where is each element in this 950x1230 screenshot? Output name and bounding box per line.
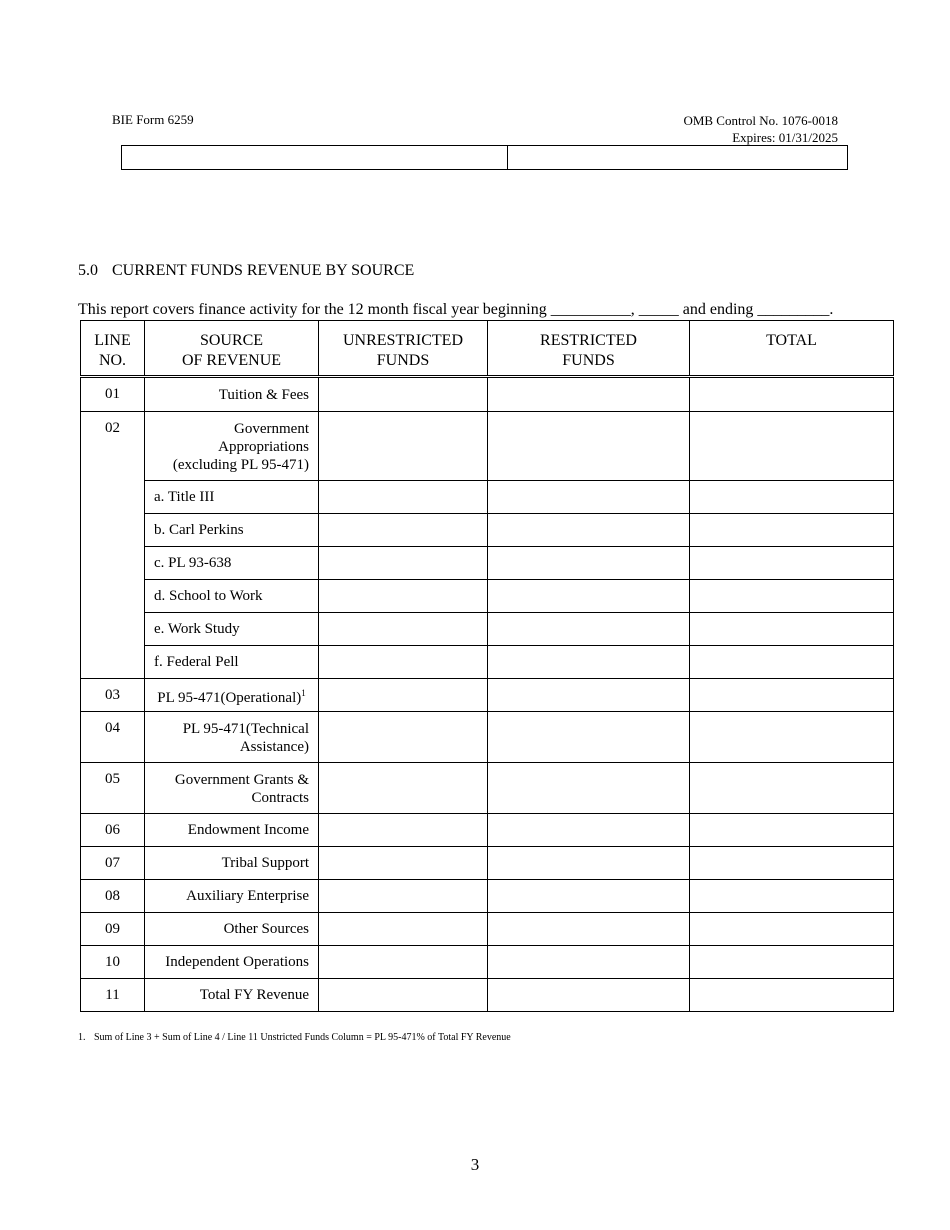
line-number: 09 bbox=[81, 913, 145, 946]
omb-control-number: OMB Control No. 1076-0018 bbox=[683, 113, 838, 128]
revenue-source: Other Sources bbox=[145, 913, 319, 946]
line-number: 04 bbox=[81, 712, 145, 763]
revenue-source: b. Carl Perkins bbox=[145, 514, 319, 547]
line-number: 06 bbox=[81, 814, 145, 847]
table-row bbox=[81, 814, 894, 847]
restricted-funds-cell[interactable] bbox=[488, 547, 690, 580]
revenue-source: Tribal Support bbox=[145, 847, 319, 880]
section-title: CURRENT FUNDS REVENUE BY SOURCE bbox=[112, 262, 415, 279]
unrestricted-funds-cell[interactable] bbox=[319, 646, 488, 679]
table-row bbox=[81, 763, 894, 814]
table-row bbox=[81, 613, 894, 646]
restricted-funds-cell[interactable] bbox=[488, 814, 690, 847]
table-row bbox=[81, 880, 894, 913]
revenue-source: PL 95-471(Technical Assistance) bbox=[145, 712, 319, 763]
unrestricted-funds-cell[interactable] bbox=[319, 412, 488, 481]
table-header-row bbox=[81, 321, 894, 377]
header-field-left[interactable] bbox=[122, 146, 508, 169]
total-cell[interactable] bbox=[690, 580, 894, 613]
revenue-source: f. Federal Pell bbox=[145, 646, 319, 679]
form-id: BIE Form 6259 bbox=[112, 112, 194, 127]
revenue-source: e. Work Study bbox=[145, 613, 319, 646]
col-header-total: TOTAL bbox=[690, 321, 894, 377]
revenue-source: Total FY Revenue bbox=[145, 979, 319, 1012]
table-row bbox=[81, 946, 894, 979]
unrestricted-funds-cell[interactable] bbox=[319, 880, 488, 913]
line-number: 10 bbox=[81, 946, 145, 979]
expiration-date: Expires: 01/31/2025 bbox=[732, 130, 838, 145]
section-number: 5.0 bbox=[78, 262, 98, 279]
total-cell[interactable] bbox=[690, 646, 894, 679]
revenue-source: c. PL 93-638 bbox=[145, 547, 319, 580]
table-row bbox=[81, 979, 894, 1012]
revenue-source: PL 95-471(Operational)$^1$ bbox=[145, 679, 319, 712]
table-row bbox=[81, 547, 894, 580]
restricted-funds-cell[interactable] bbox=[488, 377, 690, 412]
table-row bbox=[81, 847, 894, 880]
total-cell[interactable] bbox=[690, 979, 894, 1012]
restricted-funds-cell[interactable] bbox=[488, 646, 690, 679]
revenue-source: Independent Operations bbox=[145, 946, 319, 979]
revenue-source: Government Grants & Contracts bbox=[145, 763, 319, 814]
line-number: 07 bbox=[81, 847, 145, 880]
restricted-funds-cell[interactable] bbox=[488, 913, 690, 946]
restricted-funds-cell[interactable] bbox=[488, 679, 690, 712]
line-number: 05 bbox=[81, 763, 145, 814]
table-row bbox=[81, 913, 894, 946]
restricted-funds-cell[interactable] bbox=[488, 880, 690, 913]
total-cell[interactable] bbox=[690, 814, 894, 847]
restricted-funds-cell[interactable] bbox=[488, 946, 690, 979]
revenue-source: a. Title III bbox=[145, 481, 319, 514]
total-cell[interactable] bbox=[690, 880, 894, 913]
footnote-text: Sum of Line 3 + Sum of Line 4 / Line 11 Unstricted Funds Column = PL 95-471% of Total FY Revenue bbox=[94, 1032, 511, 1043]
line-number: 01 bbox=[81, 377, 145, 412]
table-row bbox=[81, 679, 894, 712]
revenue-source: Government Appropriations (excluding PL 95-471) bbox=[145, 412, 319, 481]
table-row bbox=[81, 712, 894, 763]
total-cell[interactable] bbox=[690, 377, 894, 412]
total-cell[interactable] bbox=[690, 763, 894, 814]
col-header-line-no: LINE NO. bbox=[81, 321, 145, 377]
omb-block bbox=[683, 112, 838, 146]
restricted-funds-cell[interactable] bbox=[488, 481, 690, 514]
col-header-source: SOURCE OF REVENUE bbox=[145, 321, 319, 377]
unrestricted-funds-cell[interactable] bbox=[319, 763, 488, 814]
total-cell[interactable] bbox=[690, 412, 894, 481]
unrestricted-funds-cell[interactable] bbox=[319, 712, 488, 763]
footnote-number: 1. bbox=[78, 1032, 86, 1043]
header-field-right[interactable] bbox=[508, 146, 847, 169]
line-number: 08 bbox=[81, 880, 145, 913]
total-cell[interactable] bbox=[690, 514, 894, 547]
table-row bbox=[81, 412, 894, 481]
restricted-funds-cell[interactable] bbox=[488, 712, 690, 763]
line-number: 11 bbox=[81, 979, 145, 1012]
unrestricted-funds-cell[interactable] bbox=[319, 377, 488, 412]
restricted-funds-cell[interactable] bbox=[488, 514, 690, 547]
revenue-source: Tuition & Fees bbox=[145, 377, 319, 412]
table-row bbox=[81, 580, 894, 613]
unrestricted-funds-cell[interactable] bbox=[319, 946, 488, 979]
section-heading bbox=[78, 262, 414, 280]
table-row bbox=[81, 377, 894, 412]
total-cell[interactable] bbox=[690, 712, 894, 763]
table-row bbox=[81, 646, 894, 679]
footnote bbox=[78, 1032, 511, 1043]
total-cell[interactable] bbox=[690, 913, 894, 946]
col-header-unrestricted: UNRESTRICTED FUNDS bbox=[319, 321, 488, 377]
revenue-source: Endowment Income bbox=[145, 814, 319, 847]
unrestricted-funds-cell[interactable] bbox=[319, 547, 488, 580]
unrestricted-funds-cell[interactable] bbox=[319, 814, 488, 847]
col-header-restricted: RESTRICTED FUNDS bbox=[488, 321, 690, 377]
restricted-funds-cell[interactable] bbox=[488, 613, 690, 646]
unrestricted-funds-cell[interactable] bbox=[319, 679, 488, 712]
restricted-funds-cell[interactable] bbox=[488, 412, 690, 481]
unrestricted-funds-cell[interactable] bbox=[319, 514, 488, 547]
total-cell[interactable] bbox=[690, 547, 894, 580]
revenue-source: Auxiliary Enterprise bbox=[145, 880, 319, 913]
table-row bbox=[81, 514, 894, 547]
revenue-source: d. School to Work bbox=[145, 580, 319, 613]
unrestricted-funds-cell[interactable] bbox=[319, 979, 488, 1012]
total-cell[interactable] bbox=[690, 481, 894, 514]
unrestricted-funds-cell[interactable] bbox=[319, 580, 488, 613]
page-number: 3 bbox=[470, 1155, 480, 1174]
unrestricted-funds-cell[interactable] bbox=[319, 847, 488, 880]
unrestricted-funds-cell[interactable] bbox=[319, 613, 488, 646]
header-input-box bbox=[121, 145, 848, 170]
table-row bbox=[81, 481, 894, 514]
unrestricted-funds-cell[interactable] bbox=[319, 913, 488, 946]
footnote-ref: 1 bbox=[301, 687, 306, 698]
total-cell[interactable] bbox=[690, 613, 894, 646]
restricted-funds-cell[interactable] bbox=[488, 763, 690, 814]
unrestricted-funds-cell[interactable] bbox=[319, 481, 488, 514]
revenue-table bbox=[80, 320, 894, 1012]
total-cell[interactable] bbox=[690, 847, 894, 880]
restricted-funds-cell[interactable] bbox=[488, 979, 690, 1012]
restricted-funds-cell[interactable] bbox=[488, 847, 690, 880]
line-number: 02 bbox=[81, 412, 145, 679]
line-number: 03 bbox=[81, 679, 145, 712]
total-cell[interactable] bbox=[690, 679, 894, 712]
total-cell[interactable] bbox=[690, 946, 894, 979]
restricted-funds-cell[interactable] bbox=[488, 580, 690, 613]
report-period-statement: This report covers finance activity for the 12 month fiscal year beginning __________, _____ and ending _________. bbox=[78, 301, 834, 318]
